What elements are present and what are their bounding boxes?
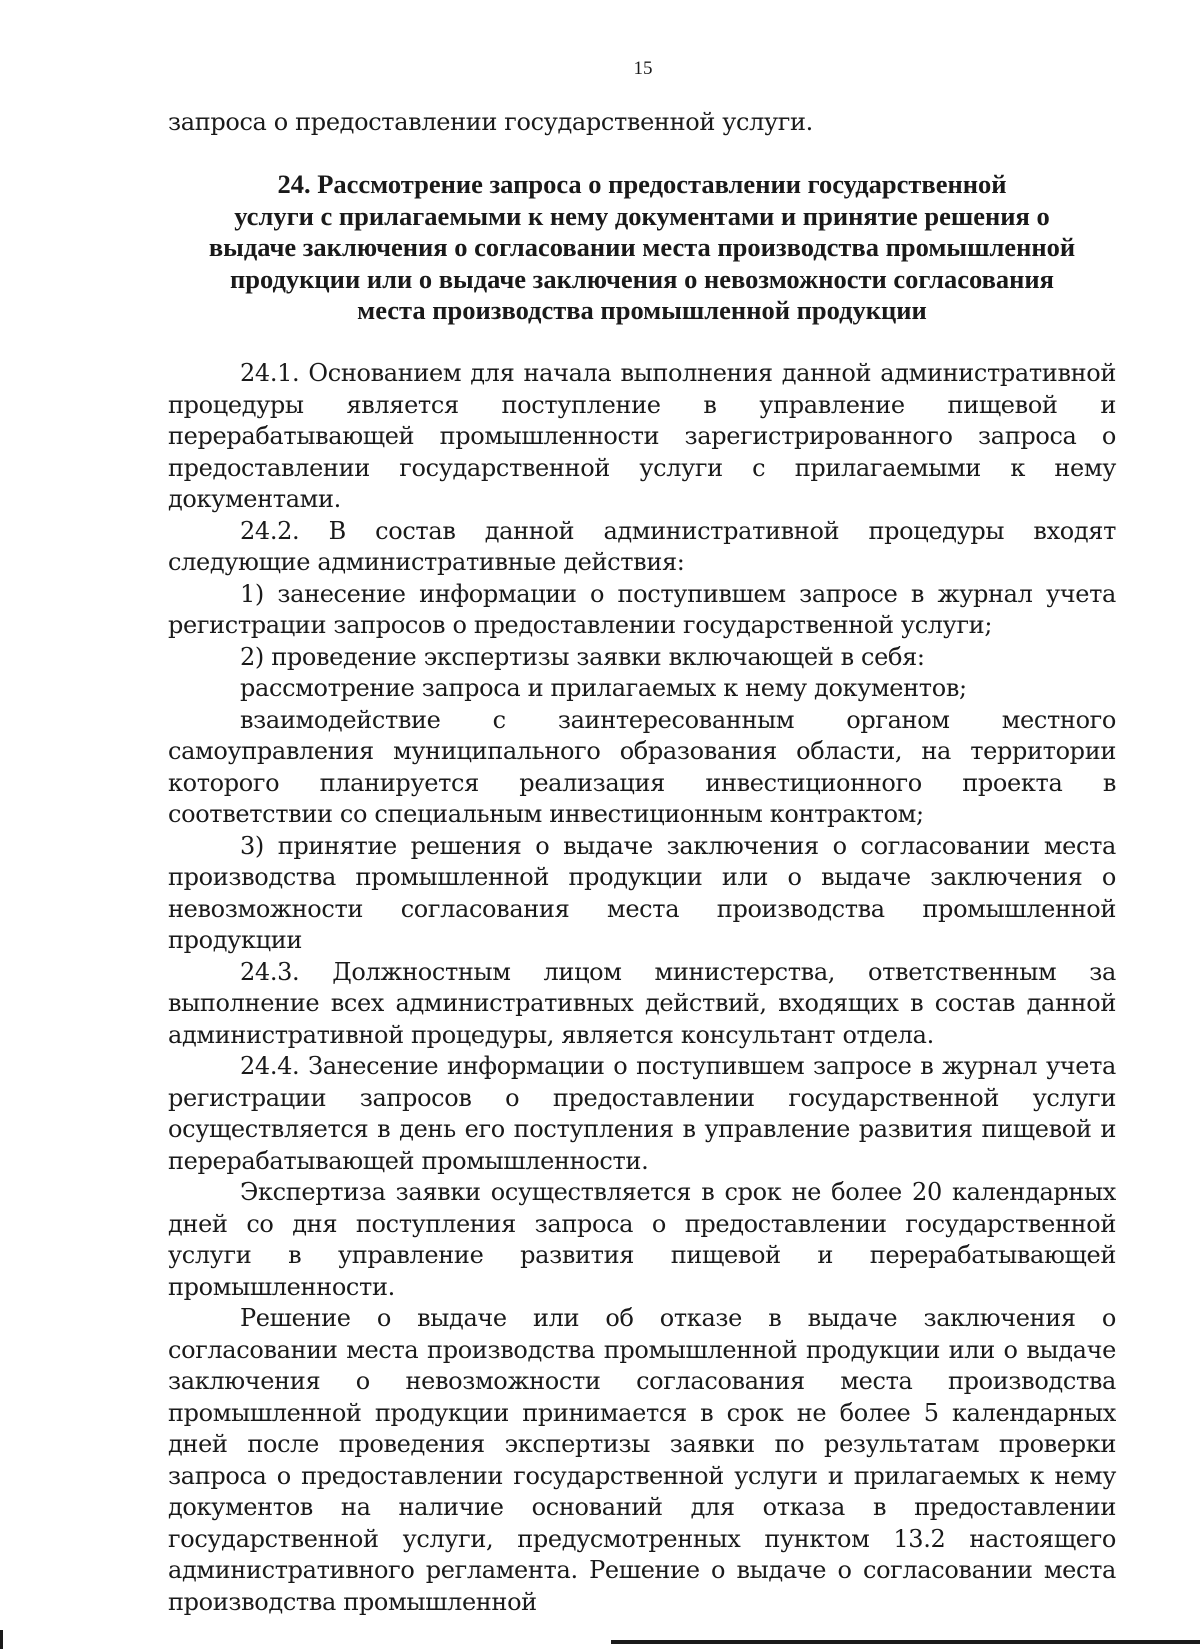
list-item-3: 3) принятие решения о выдаче заключения о согласовании места производства промышленной продукции или о выдаче заключения о невозможности согласования места производства промышленной продукции <box>168 831 1116 954</box>
paragraph-24-1: 24.1. Основанием для начала выполнения данной административной процедуры является поступление в управление пищевой и перерабатывающей промышленности зарегистрированного запроса о предоставлении государственной услуги с прилагаемыми к нему документами. <box>168 359 1116 513</box>
paragraph-24-4: 24.4. Занесение информации о поступившем запросе в журнал учета регистрации запросов о предоставлении государственной услуги осуществляется в день его поступления в управление развития пищевой и перерабатывающей промышленности. <box>168 1052 1116 1175</box>
carry-over-text <box>168 107 1116 139</box>
paragraph-24-3: 24.3. Должностным лицом министерства, ответственным за выполнение всех административных действий, входящих в состав данной административной процедуры, является консультант отдела. <box>168 957 1116 1049</box>
bottom-scan-edge <box>611 1640 1200 1644</box>
list-item-2: 2) проведение экспертизы заявки включающей в себя: <box>240 642 925 671</box>
page-number: 15 <box>633 58 653 79</box>
paragraph-decision-term: Решение о выдаче или об отказе в выдаче заключения о согласовании места производства промышленной продукции или о выдаче заключения о невозможности согласования места производства промышленной продукции принимается в срок не более 5 календарных дней после проведения экспертизы заявки по результатам проверки запроса о предоставлении государственной услуги и прилагаемых к нему документов на наличие оснований для отказа в предоставлении государственной услуги, предусмотренных пунктом 13.2 настоящего административного регламента. Решение о выдаче о согласовании места производства промышленной <box>168 1304 1116 1616</box>
heading-line-2: услуги с прилагаемыми к нему документами и принятие решения о <box>234 200 1050 231</box>
heading-line-1: 24. Рассмотрение запроса о предоставлении государственной <box>277 169 1007 199</box>
paragraph-expertise-term: Экспертиза заявки осуществляется в срок не более 20 календарных дней со дня поступления запроса о предоставлении государственной услуги в управление развития пищевой и перерабатывающей промышленности. <box>168 1178 1116 1301</box>
list-item-1: 1) занесение информации о поступившем запросе в журнал учета регистрации запросов о предоставлении государственной услуги; <box>168 579 1116 639</box>
list-subitem-interaction: взаимодействие с заинтересованным органом местного самоуправления муниципального образования области, на территории которого планируется реализация инвестиционного проекта в соответствии со специальным инвестиционным контрактом; <box>168 705 1116 828</box>
carry-over-line: запроса о предоставлении государственной услуги. <box>168 108 813 136</box>
section-heading <box>168 169 1116 327</box>
heading-line-5: места производства промышленной продукции <box>357 295 927 325</box>
list-subitem-review: рассмотрение запроса и прилагаемых к нему документов; <box>240 674 967 702</box>
left-scan-mark <box>0 1630 3 1649</box>
body-text <box>168 358 1116 1618</box>
heading-line-4: продукции или о выдаче заключения о невозможности согласования <box>229 263 1055 294</box>
paragraph-24-2: 24.2. В состав данной административной процедуры входят следующие административные действия: <box>168 516 1116 576</box>
heading-line-3: выдаче заключения о согласовании места производства промышленной <box>208 232 1076 262</box>
